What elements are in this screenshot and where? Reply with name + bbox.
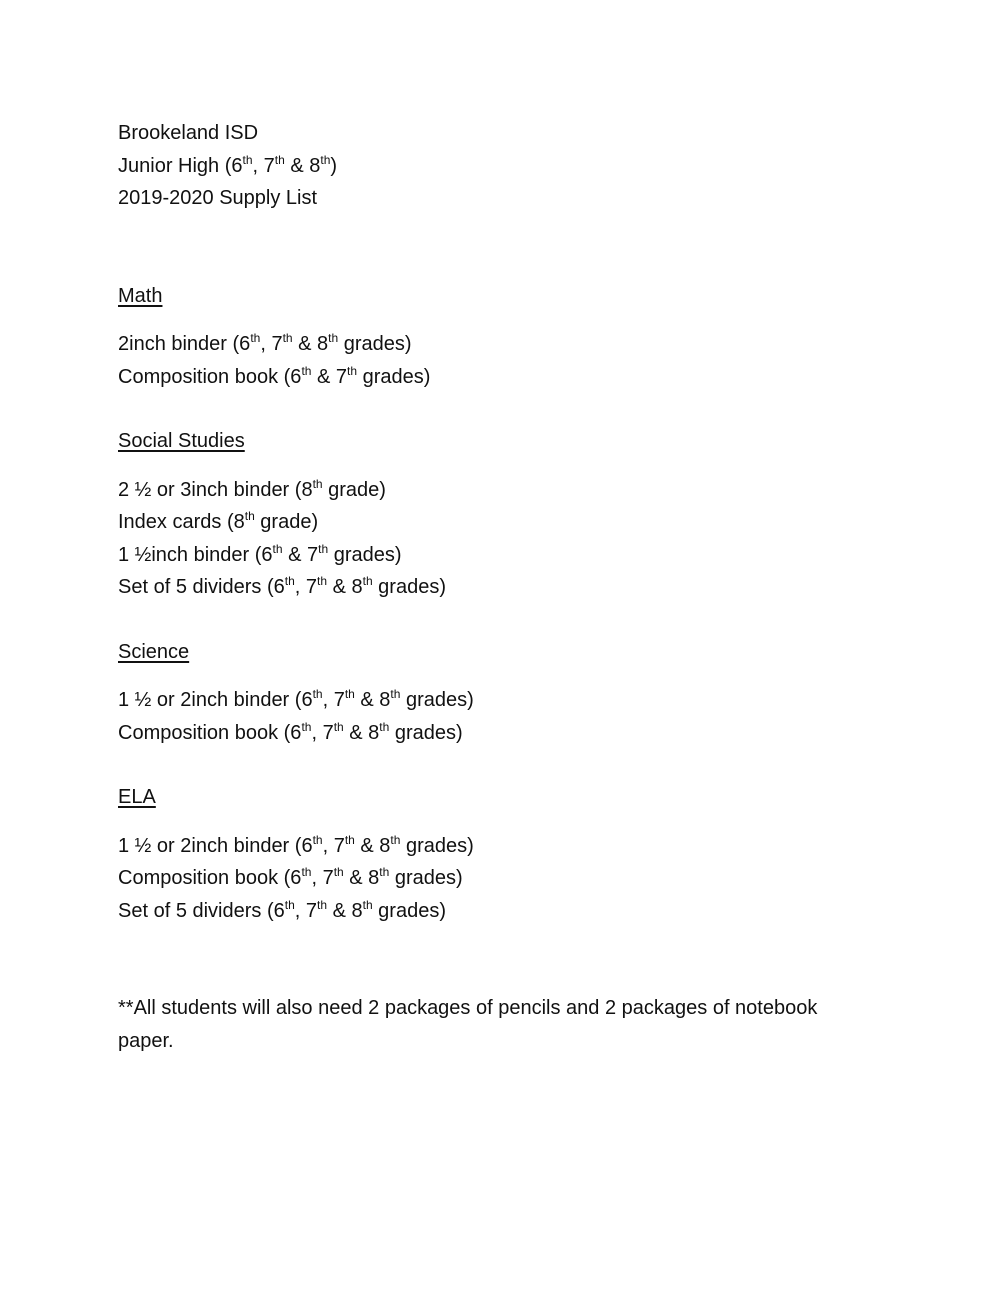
ordinal-suffix: th xyxy=(312,476,323,491)
ordinal-suffix: th xyxy=(301,719,312,734)
text-run: Composition book (6 xyxy=(118,365,302,388)
supply-item xyxy=(118,895,878,928)
text-run: , 7 xyxy=(260,333,283,355)
supply-item xyxy=(118,571,878,604)
ordinal-suffix: th xyxy=(317,897,328,912)
section-ela xyxy=(118,781,878,927)
text-run: 2inch binder (6 xyxy=(118,333,251,355)
text-run: grade) xyxy=(254,511,319,533)
text-run: & 8 xyxy=(284,154,321,177)
text-run: grades) xyxy=(389,721,463,744)
ordinal-suffix: th xyxy=(282,331,293,345)
ordinal-suffix: th xyxy=(312,687,323,701)
ordinal-suffix: th xyxy=(328,331,339,345)
text-run: Set of 5 dividers (6 xyxy=(118,899,285,922)
list-title: 2019-2020 Supply List xyxy=(118,187,318,209)
ordinal-suffix: th xyxy=(242,152,253,167)
text-run: Composition book (6 xyxy=(118,867,302,889)
ordinal-suffix: th xyxy=(320,152,331,167)
text-run: & 8 xyxy=(327,899,363,922)
ordinal-suffix: th xyxy=(318,541,329,556)
ordinal-suffix: th xyxy=(390,832,401,847)
ordinal-suffix: th xyxy=(317,574,328,588)
text-run: grades) xyxy=(328,543,402,566)
ordinal-suffix: th xyxy=(333,865,344,879)
text-run: , 7 xyxy=(322,834,345,857)
text-run: 1 ½inch binder (6 xyxy=(118,543,273,566)
document-header xyxy=(118,117,878,215)
ordinal-suffix: th xyxy=(362,897,373,912)
ordinal-suffix: th xyxy=(347,363,358,378)
text-run: 2 ½ or 3inch binder (8 xyxy=(118,478,313,501)
supply-item xyxy=(118,328,878,361)
section-social-studies xyxy=(118,425,878,604)
text-run: & 8 xyxy=(343,721,380,744)
text-run: Junior High (6 xyxy=(118,154,243,177)
text-run: , 7 xyxy=(294,899,318,922)
text-run: 1 ½ or 2inch binder (6 xyxy=(118,689,313,711)
ordinal-suffix: th xyxy=(284,897,295,912)
supply-item xyxy=(118,830,878,863)
ordinal-suffix: th xyxy=(333,719,344,734)
text-run: & 8 xyxy=(354,834,391,857)
text-run: 1 ½ or 2inch binder (6 xyxy=(118,834,313,857)
text-run: grade) xyxy=(322,478,386,501)
text-run: , 7 xyxy=(311,721,334,744)
ordinal-suffix: th xyxy=(244,509,255,523)
text-run: , 7 xyxy=(311,867,334,889)
ordinal-suffix: th xyxy=(312,832,323,847)
ordinal-suffix: th xyxy=(274,152,285,167)
text-run: grades) xyxy=(357,365,431,388)
section-heading: Social Studies xyxy=(118,430,245,452)
text-run: & 7 xyxy=(311,365,348,388)
ordinal-suffix: th xyxy=(272,541,283,556)
supply-item xyxy=(118,506,878,539)
supply-item xyxy=(118,361,878,394)
text-run: Composition book (6 xyxy=(118,721,302,744)
text-run: , 7 xyxy=(252,154,275,177)
ordinal-suffix: th xyxy=(379,719,390,734)
text-run: ) xyxy=(330,154,338,177)
section-science xyxy=(118,636,878,750)
text-run: grades) xyxy=(389,867,463,889)
text-run: grades) xyxy=(372,899,446,922)
text-run: & 7 xyxy=(282,543,319,566)
supply-sections xyxy=(118,280,878,928)
ordinal-suffix: th xyxy=(301,363,312,378)
supply-item xyxy=(118,717,878,750)
general-note: **All students will also need 2 packages of pencils and 2 packages of notebook paper. xyxy=(118,997,818,1052)
text-run: , 7 xyxy=(322,689,345,711)
section-math xyxy=(118,280,878,394)
district-name: Brookeland ISD xyxy=(118,122,259,144)
text-run: grades) xyxy=(372,576,446,598)
text-run: & 8 xyxy=(343,867,380,889)
ordinal-suffix: th xyxy=(344,832,355,847)
text-run: Set of 5 dividers (6 xyxy=(118,576,285,598)
document-content xyxy=(118,117,878,1057)
text-run: & 8 xyxy=(292,333,329,355)
section-heading: Science xyxy=(118,640,190,663)
school-name xyxy=(118,150,878,183)
section-heading: Math xyxy=(118,284,163,307)
ordinal-suffix: th xyxy=(250,331,261,345)
ordinal-suffix: th xyxy=(284,574,295,588)
supply-item xyxy=(118,474,878,507)
text-run: & 8 xyxy=(354,689,391,711)
text-run: Index cards (8 xyxy=(118,511,245,533)
text-run: & 8 xyxy=(327,576,363,598)
ordinal-suffix: th xyxy=(344,687,355,701)
ordinal-suffix: th xyxy=(362,574,373,588)
section-heading: ELA xyxy=(118,786,156,808)
ordinal-suffix: th xyxy=(301,865,312,879)
supply-item xyxy=(118,684,878,717)
text-run: grades) xyxy=(400,834,474,857)
text-run: grades) xyxy=(338,333,412,355)
ordinal-suffix: th xyxy=(379,865,390,879)
text-run: , 7 xyxy=(294,576,318,598)
supply-item xyxy=(118,539,878,572)
supply-item xyxy=(118,862,878,895)
ordinal-suffix: th xyxy=(390,687,401,701)
text-run: grades) xyxy=(400,689,474,711)
